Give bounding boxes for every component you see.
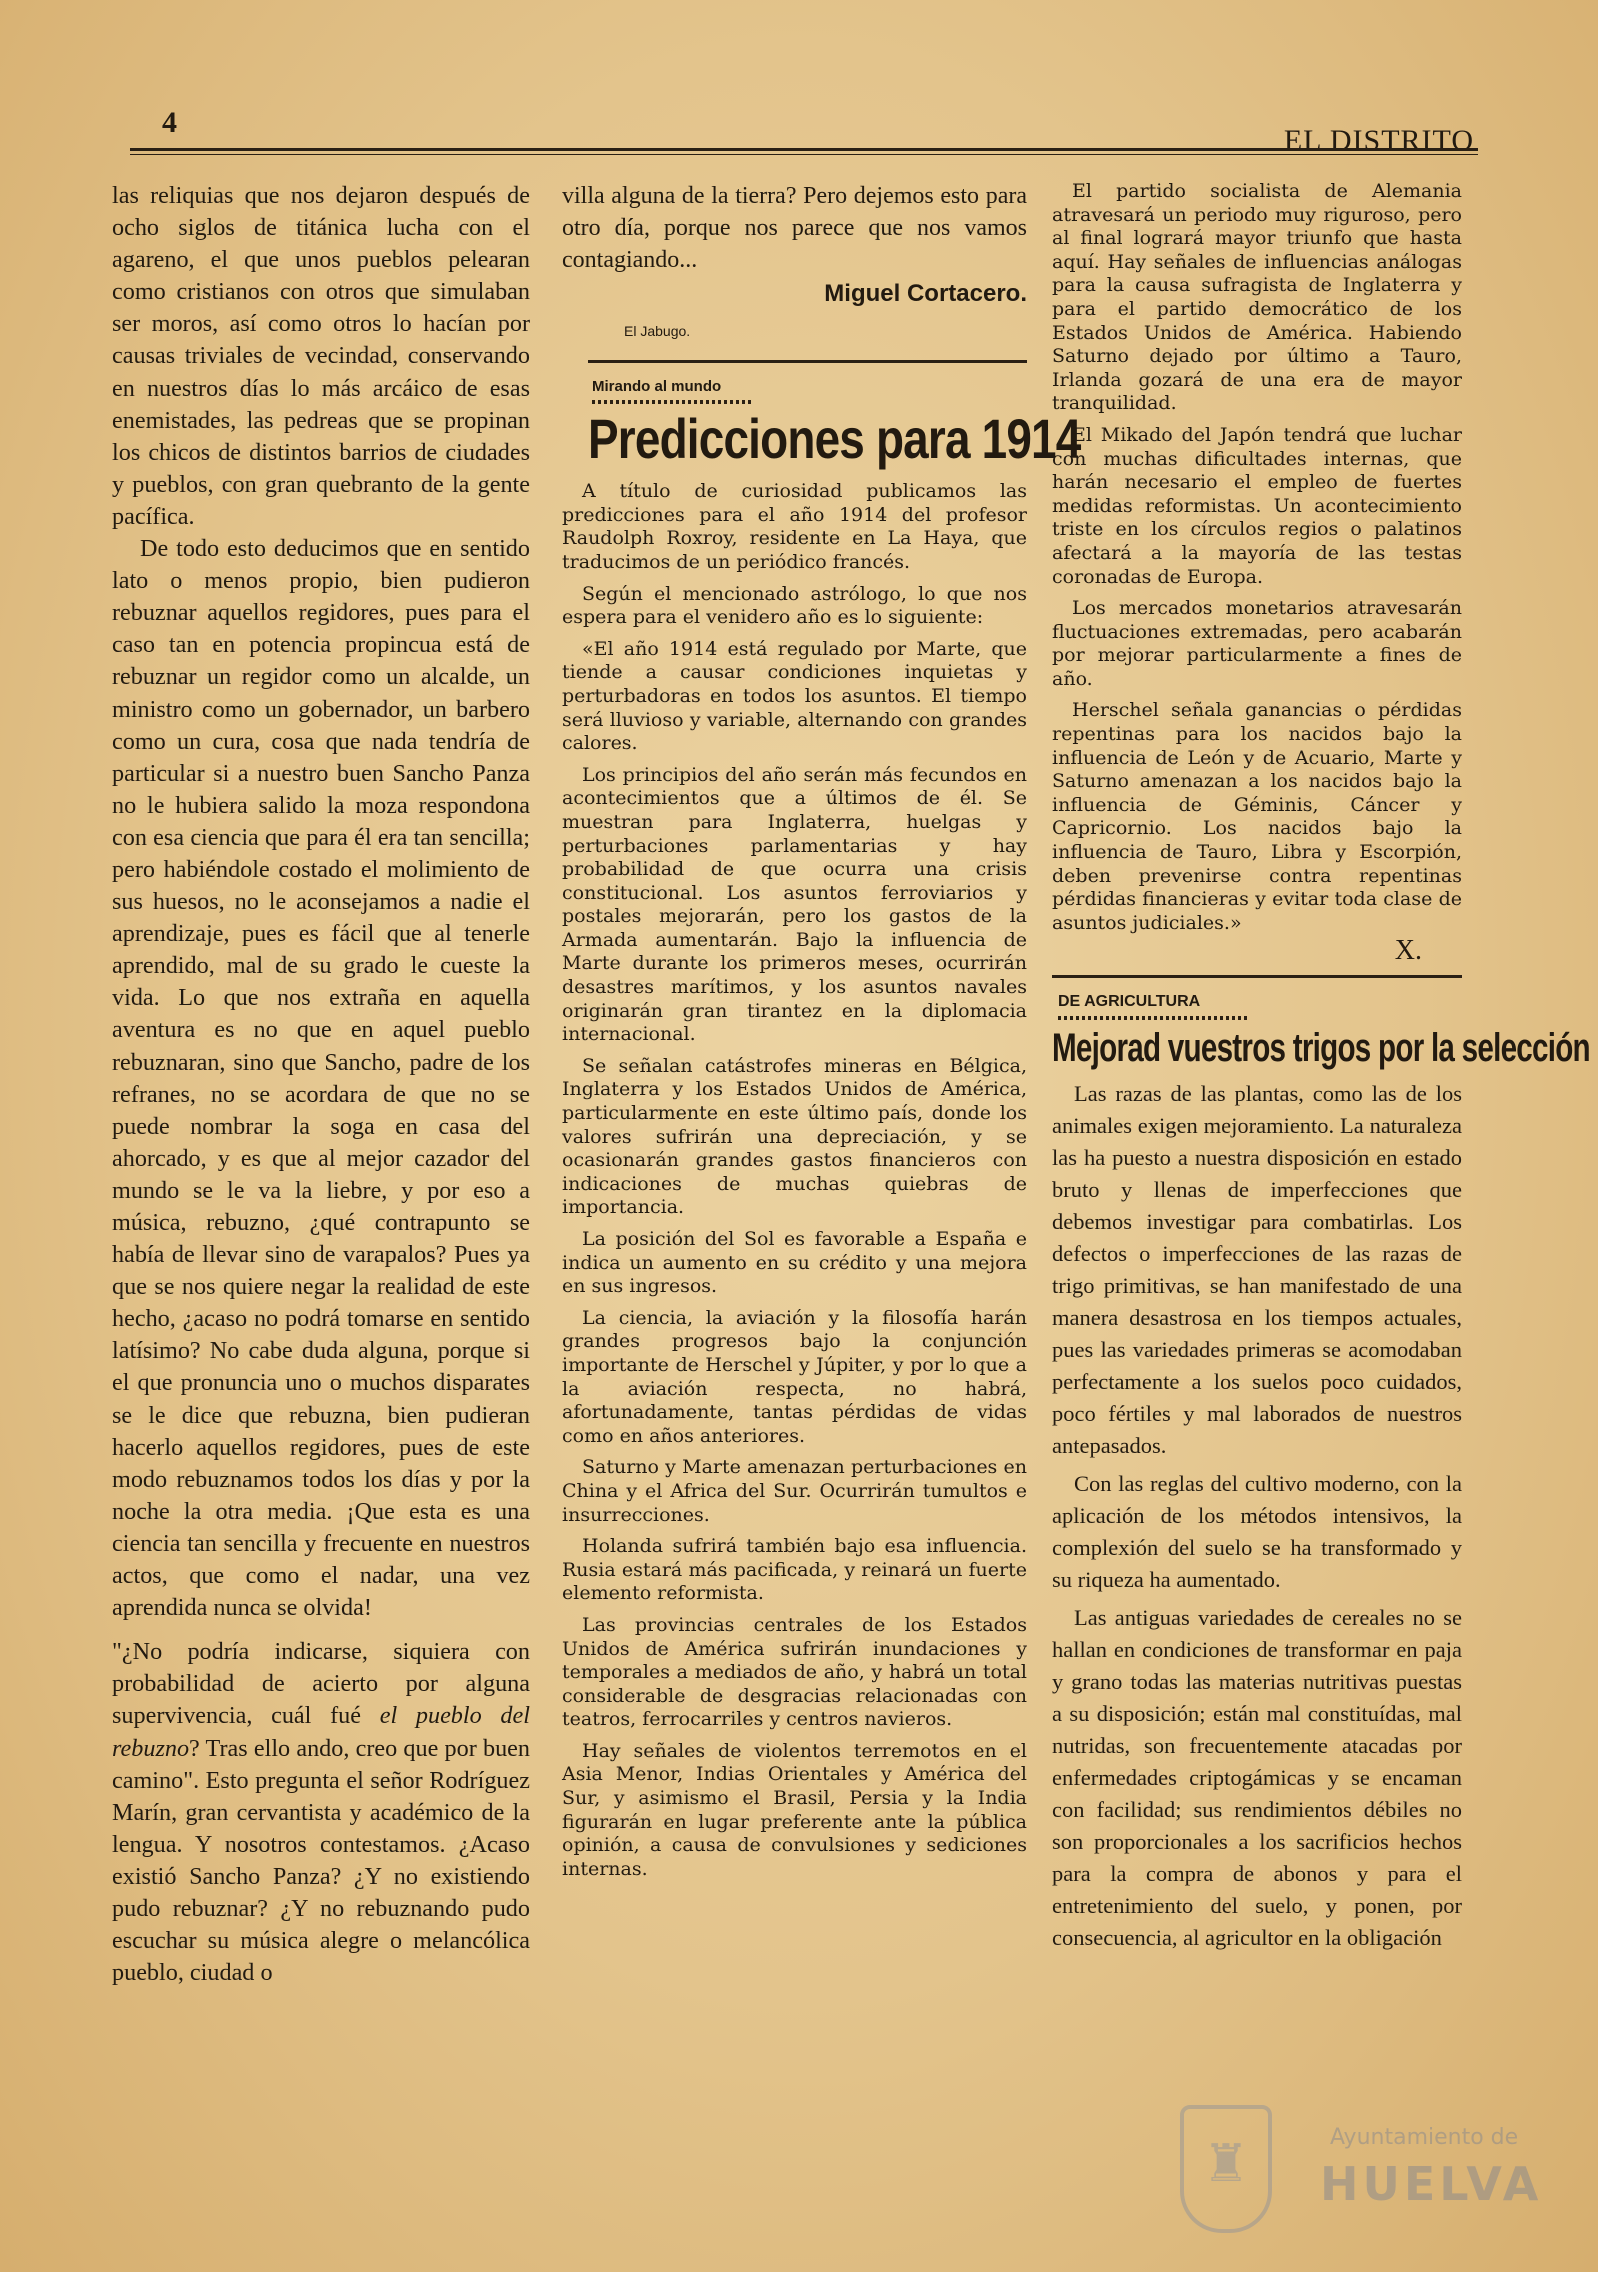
predicciones-body bbox=[562, 480, 1027, 1881]
article-paragraph: Se señalan catástrofes mineras en Bélgica, Inglaterra y los Estados Unidos de América, particularmente en este último país, donde los valores sufrirán una depreciación, y se ocasionarán grandes gastos financieros con indicaciones de muchas quiebras de importancia. bbox=[562, 1054, 1027, 1219]
column-3 bbox=[1052, 180, 1590, 1954]
article-paragraph: Las antiguas variedades de cereales no se hallan en condiciones de transformar en paja y grano todas las materias nutritivas puestas a su disposición; están mal constituídas, mal nutridas, son frecuentemente atacadas por enfermedades criptogámicas y se encaman con facilidad; sus rendimientos débiles no son proporcionales a los sacrificios hechos para la compra de abonos y para el entretenimiento del suelo, y ponen, por consecuencia, al agricultor en la obligación bbox=[1052, 1604, 1462, 1950]
dotted-rule bbox=[1058, 1016, 1248, 1020]
article-paragraph: Herschel señala ganancias o pérdidas repentinas para los nacidos bajo la influencia de León y de Acuario, Marte y Saturno amenazan a los nacidos bajo la influencia de Géminis, Cáncer y Capricornio. Los nacidos bajo la influencia de Tauro, Libra y Escorpión, deben prevenirse contra repentinas pérdidas financieras y evitar toda clase de asuntos judiciales.» bbox=[1052, 699, 1462, 934]
author-signature: Miguel Cortacero. bbox=[824, 280, 1027, 307]
article-paragraph: A título de curiosidad publicamos las predicciones para el año 1914 del profesor Raudolph Roxroy, residente en La Haya, que traducimos de un periódico francés. bbox=[562, 480, 1027, 573]
article-paragraph: Hay señales de violentos terremotos en el Asia Menor, Indias Orientales y América del Sur, y asimismo el Brasil, Persia y la India figurarán en lugar preferente ante la pública opinión, a causa de convulsiones y sediciones internas. bbox=[562, 1739, 1027, 1880]
col1-paragraph: De todo esto deducimos que en sentido lato o menos propio, bien pudieron rebuznar aquellos regidores, pues para el caso tan en potencia propincua está de rebuznar un regidor como un alcalde, un ministro como un gobernador, un barbero como un cura, cosa que nada tendría de particular si a nuestro buen Sancho Panza no le hubiera salido la moza respondona con esa ciencia que para él era tan sencilla; pero habiéndole costado el molimiento de sus huesos, no le aconsejamos a nadie el aprendizaje, pues es fácil que al tenerle aprendido, mal de su grado le cueste la vida. Lo que nos extraña en aquella aventura es no que en aquel pueblo rebuznaran, sino que Sancho, padre de los refranes, no se acordara de que no se puede nombrar la soga en casa del ahorcado, y es que al mejor cazador del mundo se le va la liebre, y por eso a música, rebuzno, ¿qué contrapunto se había de llevar sino de varapalos? Pues ya que se nos quiere negar la realidad de este hecho, ¿acaso no podrá tomarse en sentido latísimo? No cabe duda alguna, porque si el que pronuncia uno o muchos disparates se le dice que rebuzna, bien pudieran hacerlo aquellos regidores, pues de este modo rebuznamos todos los días y por la noche la otra media. ¡Que esta es una ciencia tan sencilla y frecuente en nuestros actos, que como el nadar, una vez aprendida nunca se olvida! bbox=[112, 535, 530, 1622]
article-paragraph: «El año 1914 está regulado por Marte, que tiende a causar condiciones inquietas y perturbadoras en todos los asuntos. El tiempo será lluvioso y variable, alternando con grandes calores. bbox=[562, 637, 1027, 755]
predicciones-continuation bbox=[1052, 180, 1462, 935]
newspaper-title: EL DISTRITO bbox=[1283, 124, 1474, 157]
article-paragraph: Holanda sufrirá también bajo esa influencia. Rusia estará más pacificada, y reinará un fuerte elemento reformista. bbox=[562, 1535, 1027, 1605]
section-label: DE AGRICULTURA bbox=[1058, 993, 1201, 1010]
headline-trigos: Mejorad vuestros trigos por la selección bbox=[1052, 1025, 1590, 1070]
article-divider bbox=[588, 360, 1027, 363]
article-paragraph: Las razas de las plantas, como las de los animales exigen mejoramiento. La naturaleza las ha puesto a nuestra disposición en estado bruto y llenas de imperfecciones que debemos investigar para combatirlas. Los defectos o imperfecciones de las razas de trigo primitivas, se han manifestado de una manera desastrosa en los tiempos actuales, pues las variedades primeras se acomodaban perfectamente a los suelos poco cuidados, poco fértiles y mal laborados de nuestros antepasados. bbox=[1052, 1080, 1462, 1458]
header-rule bbox=[130, 148, 1478, 151]
quote-text-end: ? Tras ello ando, creo que por buen camino". Esto pregunta el señor Rodríguez Marín, gran cervantista y académico de la lengua. Y nosotros contestamos. ¿Acaso existió Sancho Panza? ¿Y no existiendo pudo rebuznar? ¿Y no rebuznando pudo escuchar su música alegre o melancólica pueblo, ciudad o bbox=[112, 1734, 530, 1987]
article-paragraph: Las provincias centrales de los Estados Unidos de América sufrirán inundaciones y temporales a mediados de año, y habrá un total considerable de desgracias relacionadas con teatros, ferrocarriles y centros navieros. bbox=[562, 1613, 1027, 1731]
article-paragraph: La ciencia, la aviación y la filosofía harán grandes progresos bajo la conjunción importante de Herschel y Júpiter, y por lo que a la aviación respecta, no habrá, afortunadamente, tantas pérdidas de vidas como en años anteriores. bbox=[562, 1306, 1027, 1447]
headline-predicciones: Predicciones para 1914 bbox=[588, 407, 1081, 471]
section-label: Mirando al mundo bbox=[592, 377, 722, 395]
page-number: 4 bbox=[162, 106, 177, 139]
author-signature-x: X. bbox=[1394, 935, 1422, 967]
dotted-rule bbox=[592, 400, 752, 404]
article-paragraph: El partido socialista de Alemania atravesará un periodo muy riguroso, pero al final logrará mayor triunfo que hasta aquí. Hay señales de influencias análogas para la causa sufragista de Inglaterra y para el partido democrático de los Estados Unidos de América. Habiendo Saturno dejado por último a Tauro, Irlanda gozará de una era de mayor tranquilidad. bbox=[1052, 180, 1462, 415]
watermark-line1: Ayuntamiento de bbox=[1330, 2125, 1519, 2150]
dateline-place: El Jabugo. bbox=[624, 323, 691, 339]
coat-of-arms-icon: ♜ bbox=[1180, 2105, 1272, 2233]
col1-paragraph: las reliquias que nos dejaron después de ocho siglos de titánica lucha con el agareno, el que unos pueblos pelearan como cristianos con otros que simulaban ser moros, así como otros lo hacían por causas triviales de vecindad, conservando en nuestros días lo más arcáico de esas enemistades, las pedreas que se propinan los chicos de distintos barrios de ciudades y pueblos, con gran quebranto de la gente pacífica. bbox=[112, 182, 530, 530]
article-paragraph: La posición del Sol es favorable a España e indica un aumento en su crédito y una mejora en sus ingresos. bbox=[562, 1228, 1027, 1298]
agricultura-body bbox=[1052, 1078, 1462, 1954]
article-paragraph: Saturno y Marte amenazan perturbaciones en China y el Africa del Sur. Ocurrirán tumultos e insurrecciones. bbox=[562, 1456, 1027, 1526]
continuation-text: villa alguna de la tierra? Pero dejemos esto para otro día, porque nos parece que nos vamos contagiando... bbox=[562, 183, 1027, 273]
article-paragraph: Los principios del año serán más fecundos en acontecimientos que a últimos de él. Se muestran para Inglaterra, huelgas y perturbaciones parlamentarias y hay probabilidad de que ocurra una crisis constitucional. Los asuntos ferroviarios y postales mejorarán, pero los gastos de la Armada aumentarán. Bajo la influencia de Marte durante los primeros meses, ocurrirán desastres marítimos, y los asuntos navales originarán gran tirantez en la diplomacia internacional. bbox=[562, 763, 1027, 1046]
column-1 bbox=[112, 180, 530, 1989]
col1-quote-paragraph bbox=[112, 1636, 530, 1989]
column-2 bbox=[562, 180, 1081, 1881]
article-divider bbox=[1052, 975, 1462, 978]
article-paragraph: Según el mencionado astrólogo, lo que nos espera para el venidero año es lo siguiente: bbox=[562, 582, 1027, 629]
article-paragraph: Los mercados monetarios atravesarán fluctuaciones extremadas, pero acabarán por mejorar particularmente a fines de año. bbox=[1052, 597, 1462, 690]
watermark-line2: HUELVA bbox=[1320, 2157, 1543, 2211]
ayuntamiento-watermark bbox=[1180, 2095, 1543, 2245]
quote-text: "¿No podría indicarse, siquiera con probabilidad de acierto por alguna supervivencia, cuál fué bbox=[112, 1638, 530, 1730]
article-paragraph: El Mikado del Japón tendrá que luchar con muchas dificultades internas, que harán necesario el empleo de fuertes medidas reformistas. Un acontecimiento triste en los círculos regios o palatinos afectará a la mayoría de las testas coronadas de Europa. bbox=[1052, 423, 1462, 588]
article-continuation bbox=[562, 180, 1027, 310]
quote-italic: el pueblo del rebuzno bbox=[112, 1702, 530, 1762]
article-paragraph: Con las reglas del cultivo moderno, con la aplicación de los métodos intensivos, la complexión del suelo se ha transformado y su riqueza ha aumentado. bbox=[1052, 1470, 1462, 1592]
header-rule-thin bbox=[130, 154, 1478, 155]
